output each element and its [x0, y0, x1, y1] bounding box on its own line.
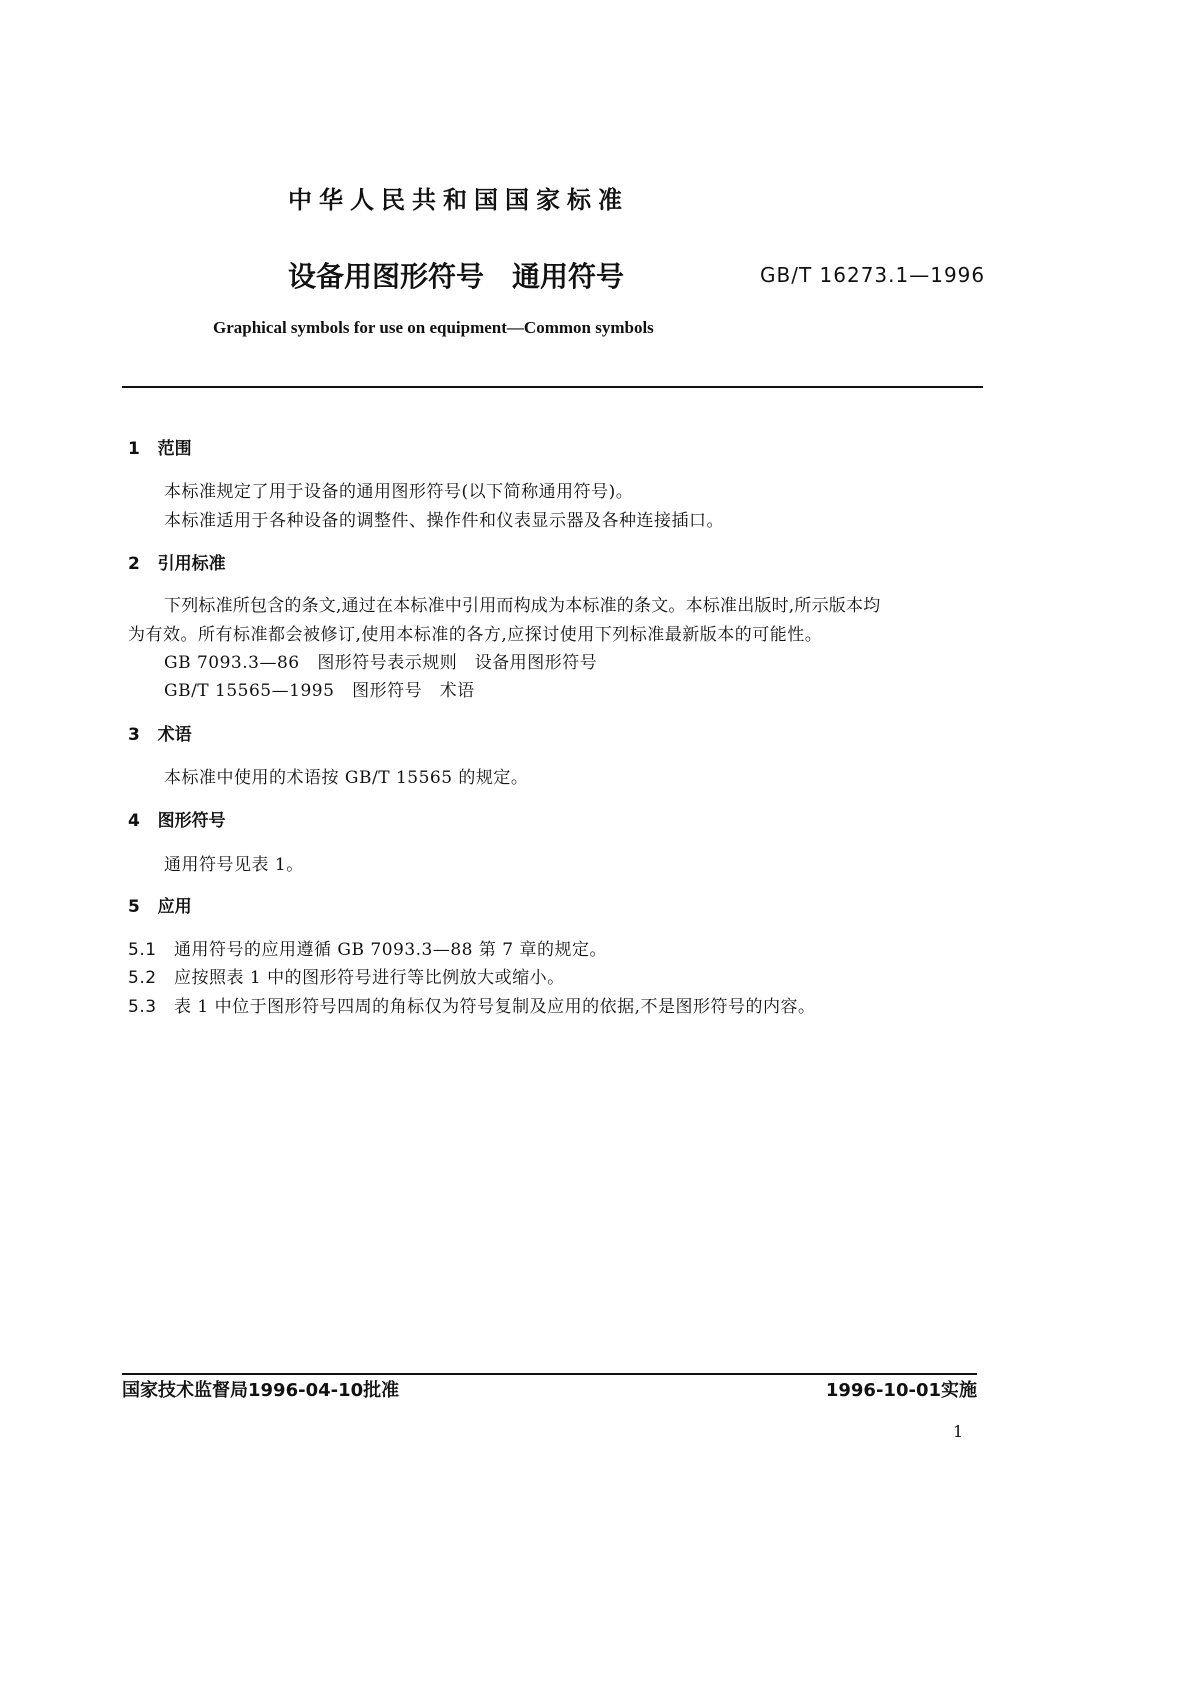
- section-heading-5: [128, 899, 192, 916]
- reference-code: GB 7093.3—86: [164, 653, 300, 673]
- page-number: 1: [953, 1422, 964, 1441]
- clause-text: 通用符号的应用遵循 GB 7093.3—88 第 7 章的规定。: [174, 940, 608, 960]
- clause-5-3: [128, 999, 816, 1016]
- clause-number: 5.2: [128, 968, 157, 988]
- reference-item: [164, 655, 597, 672]
- footer-divider: [122, 1373, 977, 1375]
- national-standard-heading: 中华人民共和国国家标准: [288, 186, 629, 214]
- section-heading-3: [128, 727, 192, 744]
- clause-5-1: [128, 942, 607, 959]
- header-divider: [122, 386, 983, 388]
- implementation-date: 1996-10-01实施: [825, 1380, 977, 1401]
- paragraph: 本标准规定了用于设备的通用图形符号(以下简称通用符号)。: [164, 482, 634, 502]
- clause-text: 表 1 中位于图形符号四周的角标仅为符号复制及应用的依据,不是图形符号的内容。: [174, 997, 816, 1017]
- paragraph: 通用符号见表 1。: [164, 855, 304, 875]
- section-title: 图形符号: [157, 811, 226, 831]
- paragraph: 下列标准所包含的条文,通过在本标准中引用而构成为本标准的条文。本标准出版时,所示版本均: [164, 596, 881, 616]
- clause-number: 5.1: [128, 940, 157, 960]
- paragraph: 为有效。所有标准都会被修订,使用本标准的各方,应探讨使用下列标准最新版本的可能性。: [128, 625, 823, 645]
- clause-text: 应按照表 1 中的图形符号进行等比例放大或缩小。: [174, 968, 565, 988]
- standard-number: GB/T 16273.1—1996: [760, 263, 986, 287]
- approval-date: 国家技术监督局1996-04-10批准: [122, 1380, 400, 1401]
- section-number: 2: [128, 554, 140, 574]
- section-heading-4: [128, 813, 226, 830]
- paragraph: 本标准适用于各种设备的调整件、操作件和仪表显示器及各种连接插口。: [164, 511, 724, 531]
- section-number: 4: [128, 811, 140, 831]
- section-title: 应用: [157, 897, 192, 917]
- document-title-cn: 设备用图形符号 通用符号: [288, 260, 625, 293]
- section-title: 引用标准: [157, 554, 226, 574]
- section-number: 5: [128, 897, 140, 917]
- reference-title: 图形符号表示规则 设备用图形符号: [317, 653, 598, 673]
- reference-title: 图形符号 术语: [352, 681, 475, 701]
- section-heading-2: [128, 556, 226, 573]
- reference-item: [164, 683, 475, 700]
- section-heading-1: [128, 441, 192, 458]
- section-number: 3: [128, 725, 140, 745]
- reference-code: GB/T 15565—1995: [164, 681, 335, 701]
- section-title: 术语: [157, 725, 192, 745]
- clause-number: 5.3: [128, 997, 157, 1017]
- section-number: 1: [128, 439, 140, 459]
- section-title: 范围: [157, 439, 192, 459]
- paragraph: 本标准中使用的术语按 GB/T 15565 的规定。: [164, 768, 529, 788]
- document-title-en: Graphical symbols for use on equipment—Common symbols: [213, 318, 654, 337]
- clause-5-2: [128, 970, 565, 987]
